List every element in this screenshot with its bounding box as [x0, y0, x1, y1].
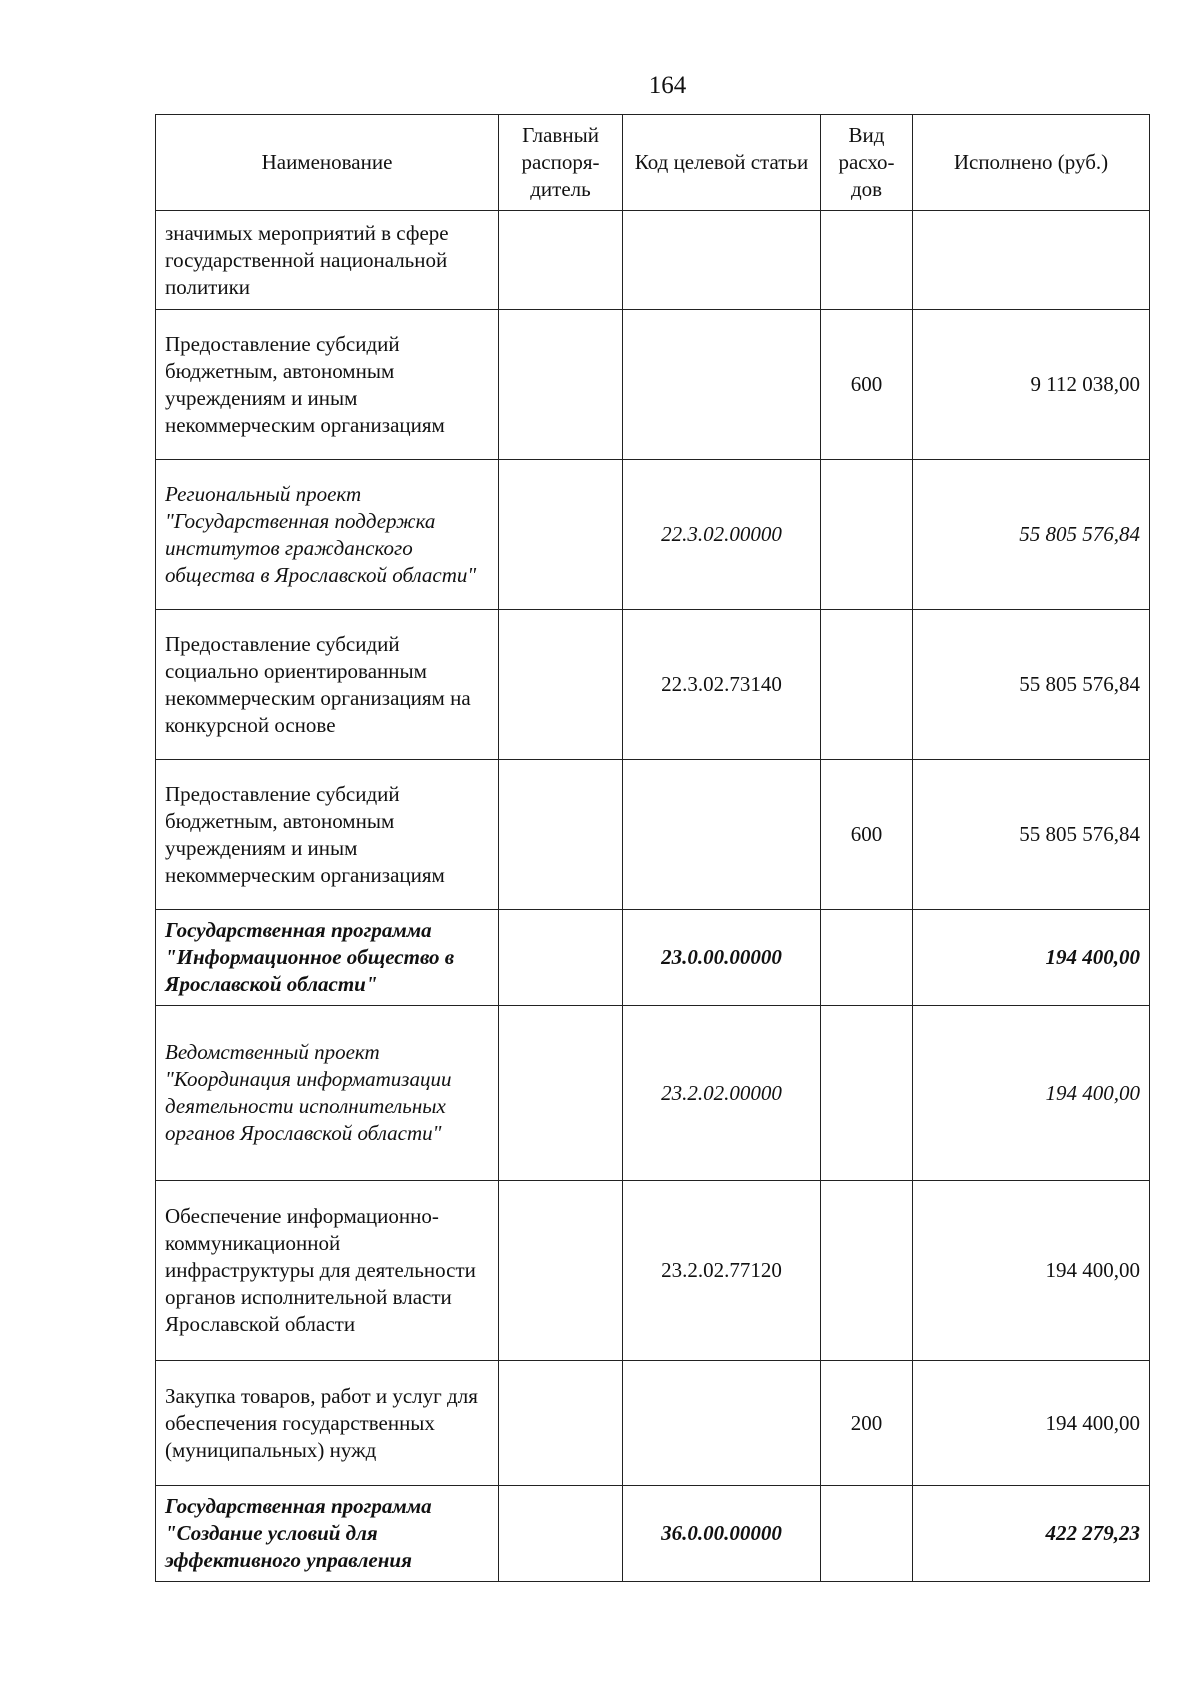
row-amount-cell: 9 112 038,00	[913, 310, 1150, 460]
row-name-cell: Предоставление субсидий бюджетным, автономным учреждениям и иным некоммерческим организациям	[156, 310, 499, 460]
header-name: Наименование	[156, 115, 499, 211]
row-amount-cell: 55 805 576,84	[913, 610, 1150, 760]
budget-execution-table	[155, 114, 1150, 1582]
row-kind-cell: 200	[821, 1361, 913, 1486]
row-code-cell: 22.3.02.73140	[623, 610, 821, 760]
row-manager-cell	[499, 310, 623, 460]
table-body	[156, 211, 1150, 1582]
row-code-cell: 23.2.02.77120	[623, 1181, 821, 1361]
row-name-cell: Ведомственный проект "Координация информатизации деятельности исполнительных органов Ярославской области"	[156, 1006, 499, 1181]
row-kind-cell	[821, 211, 913, 310]
row-amount-cell: 55 805 576,84	[913, 760, 1150, 910]
row-kind-cell: 600	[821, 310, 913, 460]
row-amount-cell: 194 400,00	[913, 1361, 1150, 1486]
row-code-cell: 36.0.00.00000	[623, 1486, 821, 1582]
row-code-cell: 22.3.02.00000	[623, 460, 821, 610]
table-row	[156, 1361, 1150, 1486]
table-row	[156, 1486, 1150, 1582]
row-kind-cell	[821, 610, 913, 760]
row-manager-cell	[499, 1361, 623, 1486]
row-code-cell	[623, 1361, 821, 1486]
row-kind-cell	[821, 460, 913, 610]
row-kind-cell	[821, 1486, 913, 1582]
row-manager-cell	[499, 211, 623, 310]
row-amount-cell	[913, 211, 1150, 310]
row-amount-cell: 422 279,23	[913, 1486, 1150, 1582]
table-row	[156, 310, 1150, 460]
table-row	[156, 610, 1150, 760]
header-code: Код целевой статьи	[623, 115, 821, 211]
row-amount-cell: 194 400,00	[913, 1006, 1150, 1181]
row-code-cell	[623, 310, 821, 460]
row-manager-cell	[499, 610, 623, 760]
row-manager-cell	[499, 1486, 623, 1582]
table-row	[156, 211, 1150, 310]
row-code-cell	[623, 211, 821, 310]
header-amount: Исполнено (руб.)	[913, 115, 1150, 211]
table-header-row	[156, 115, 1150, 211]
table-row	[156, 1006, 1150, 1181]
row-name-cell: Предоставление субсидий бюджетным, автономным учреждениям и иным некоммерческим организациям	[156, 760, 499, 910]
row-kind-cell	[821, 1006, 913, 1181]
row-kind-cell: 600	[821, 760, 913, 910]
row-name-cell: Закупка товаров, работ и услуг для обеспечения государственных (муниципальных) нужд	[156, 1361, 499, 1486]
row-name-cell: значимых мероприятий в сфере государственной национальной политики	[156, 211, 499, 310]
row-kind-cell	[821, 910, 913, 1006]
header-manager: Главный распоря-дитель	[499, 115, 623, 211]
table-row	[156, 1181, 1150, 1361]
table-row	[156, 910, 1150, 1006]
row-manager-cell	[499, 910, 623, 1006]
row-name-cell: Обеспечение информационно-коммуникационной инфраструктуры для деятельности органов исполнительной власти Ярославской области	[156, 1181, 499, 1361]
table-row	[156, 460, 1150, 610]
row-amount-cell: 194 400,00	[913, 910, 1150, 1006]
row-code-cell	[623, 760, 821, 910]
row-kind-cell	[821, 1181, 913, 1361]
row-name-cell: Государственная программа "Информационное общество в Ярославской области"	[156, 910, 499, 1006]
row-code-cell: 23.0.00.00000	[623, 910, 821, 1006]
row-manager-cell	[499, 1181, 623, 1361]
row-name-cell: Региональный проект "Государственная поддержка институтов гражданского общества в Ярославской области"	[156, 460, 499, 610]
row-name-cell: Государственная программа "Создание условий для эффективного управления	[156, 1486, 499, 1582]
row-manager-cell	[499, 1006, 623, 1181]
row-amount-cell: 55 805 576,84	[913, 460, 1150, 610]
header-kind: Вид расхо-дов	[821, 115, 913, 211]
row-code-cell: 23.2.02.00000	[623, 1006, 821, 1181]
row-amount-cell: 194 400,00	[913, 1181, 1150, 1361]
page-number: 164	[648, 72, 687, 99]
row-name-cell: Предоставление субсидий социально ориентированным некоммерческим организациям на конкурсной основе	[156, 610, 499, 760]
row-manager-cell	[499, 760, 623, 910]
row-manager-cell	[499, 460, 623, 610]
table-row	[156, 760, 1150, 910]
